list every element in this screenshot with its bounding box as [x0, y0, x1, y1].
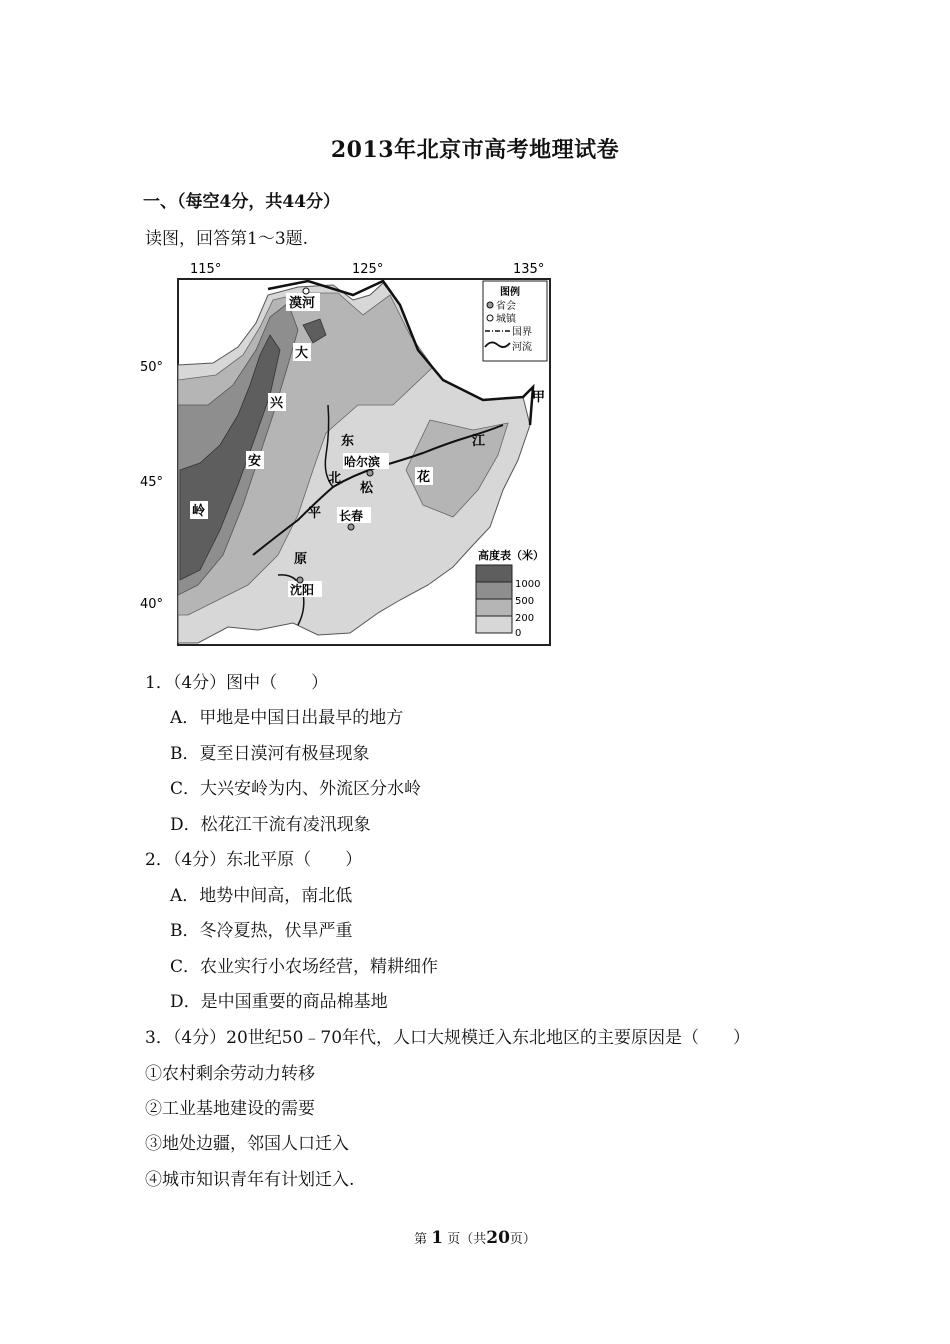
label-jia: 甲	[532, 390, 546, 405]
footer-page-number: 1	[431, 1228, 444, 1248]
intro-text: 读图，回答第1～3题.	[145, 229, 309, 249]
capital-marker-harbin	[367, 470, 373, 476]
page-footer	[0, 1228, 950, 1248]
legend-river: 河流	[512, 342, 532, 353]
elevation-swatch-200	[476, 599, 512, 616]
lon-label-125: 125°	[352, 262, 384, 277]
question-3-item-1: ①农村剩余劳动力转移	[145, 1064, 315, 1084]
legend-capital: 省会	[496, 301, 516, 312]
label-bei: 北	[328, 471, 342, 486]
label-harbin: 哈尔滨	[344, 455, 381, 469]
label-song: 松	[360, 481, 374, 496]
label-dong: 东	[341, 434, 355, 449]
label-xing: 兴	[270, 396, 284, 411]
question-1-option-a: A．甲地是中国日出最早的地方	[170, 708, 404, 728]
legend-capital-icon	[487, 302, 493, 308]
label-changchun: 长春	[339, 509, 364, 523]
lat-label-45: 45°	[140, 475, 164, 490]
question-1-option-c: C．大兴安岭为内、外流区分水岭	[170, 779, 422, 799]
question-3-item-3: ③地处边疆，邻国人口迁入	[145, 1134, 349, 1154]
capital-marker-shenyang	[297, 577, 303, 583]
question-3-item-2: ②工业基地建设的需要	[145, 1099, 315, 1119]
question-1-option-b: B．夏至日漠河有极昼现象	[170, 744, 370, 764]
label-an: 安	[248, 454, 262, 469]
footer-pre: 第	[414, 1232, 428, 1247]
lon-label-135: 135°	[513, 262, 545, 277]
legend-title: 图例	[500, 287, 520, 298]
legend-border: 国界	[512, 327, 532, 338]
capital-marker-changchun	[348, 524, 354, 530]
label-jiang: 江	[472, 434, 486, 449]
question-1-option-d: D．松花江干流有凌汛现象	[170, 815, 371, 835]
label-da: 大	[295, 346, 309, 361]
elevation-level-500: 500	[515, 596, 535, 607]
section-heading: 一、（每空4分，共44分）	[143, 192, 340, 212]
lon-label-115: 115°	[190, 262, 222, 277]
question-3-stem: 3．（4分）20世纪50﹣70年代，人口大规模迁入东北地区的主要原因是（ ）	[145, 1028, 751, 1048]
elevation-swatch-1000	[476, 565, 512, 582]
legend-town: 城镇	[496, 314, 516, 325]
legend-town-icon	[487, 315, 493, 321]
footer-mid: 页（共	[447, 1232, 487, 1247]
label-hua: 花	[417, 470, 431, 485]
question-2-stem: 2．（4分）东北平原（ ）	[145, 850, 363, 870]
lat-label-50: 50°	[140, 360, 164, 375]
northeast-china-map	[138, 255, 558, 650]
question-1-stem: 1．（4分）图中（ ）	[145, 673, 329, 693]
label-mohe: 漠河	[289, 296, 316, 311]
label-ping: 平	[308, 506, 322, 521]
footer-post: 页）	[509, 1232, 536, 1247]
label-yuan: 原	[294, 552, 308, 567]
question-2-option-c: C．农业实行小农场经营，精耕细作	[170, 957, 439, 977]
label-shenyang: 沈阳	[290, 583, 315, 597]
elevation-level-0: 0	[515, 628, 522, 639]
town-marker-mohe	[303, 288, 309, 294]
elevation-swatch-500	[476, 582, 512, 599]
question-3-item-4: ④城市知识青年有计划迁入.	[145, 1170, 355, 1190]
elevation-level-200: 200	[515, 613, 535, 624]
question-2-option-a: A．地势中间高，南北低	[170, 886, 353, 906]
elevation-title: 高度表（米）	[478, 549, 544, 562]
question-2-option-b: B．冬冷夏热，伏旱严重	[170, 921, 353, 941]
lat-label-40: 40°	[140, 597, 164, 612]
footer-total-pages: 20	[486, 1228, 510, 1248]
question-2-option-d: D．是中国重要的商品棉基地	[170, 992, 388, 1012]
elevation-level-1000: 1000	[515, 579, 541, 590]
elevation-swatch-0	[476, 616, 512, 633]
page-title: 2013年北京市高考地理试卷	[330, 137, 620, 163]
label-ling: 岭	[192, 504, 206, 519]
map-legend	[483, 281, 547, 361]
